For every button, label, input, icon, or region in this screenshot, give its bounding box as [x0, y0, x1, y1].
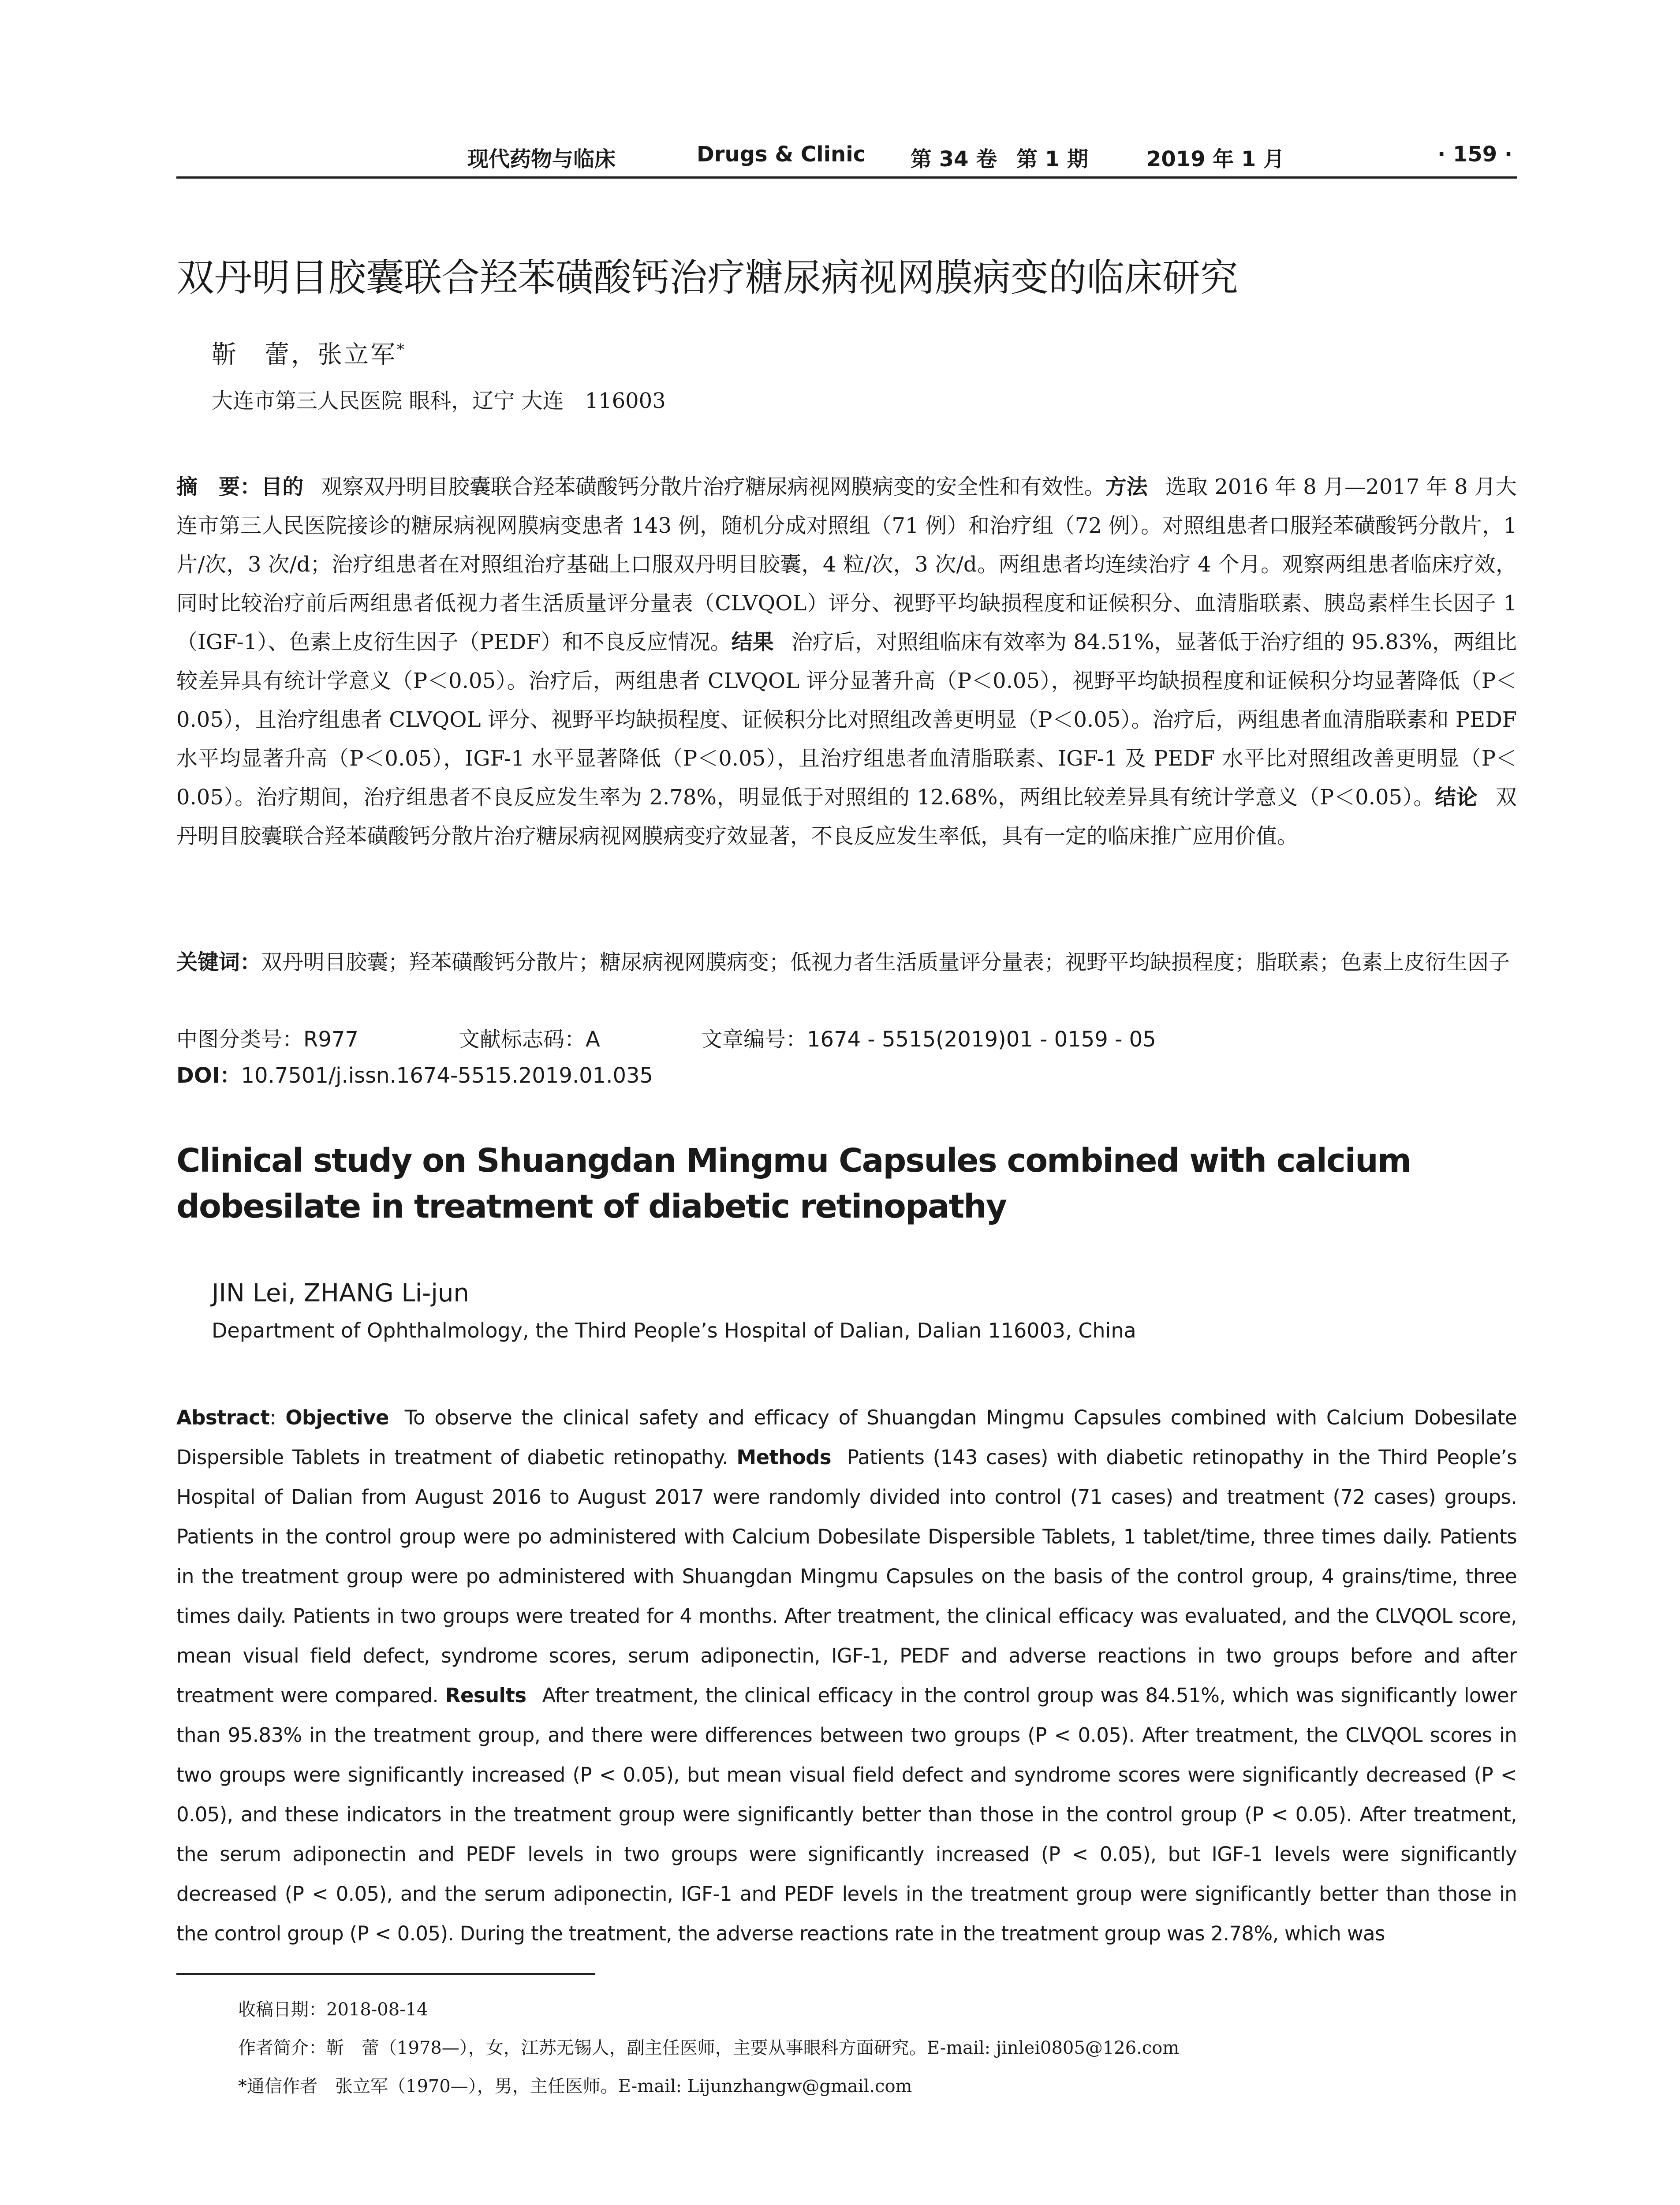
title-cn: 双丹明目胶囊联合羟苯磺酸钙治疗糖尿病视网膜病变的临床研究	[176, 256, 1238, 300]
issue-date: 2019 年 1 月	[1146, 147, 1285, 172]
methods-en-text: Patients (143 cases) with diabetic retinopathy in the Third People’s Hospital of Dalian from August 2016 to August 2017 were randomly divided into control (71 cases) and treatment (72 cases) groups. Patients in the control group were po administered with Calcium Dobesilate Dispersible Tablets, 1 tablet/time, three times daily. Patients in the treatment group were po administered with Shuangdan Mingmu Capsules on the basis of the control group, 4 grains/time, three times daily. Patients in two groups were treated for 4 months. After treatment, the clinical efficacy was evaluated, and the CLVQOL score, mean visual field defect, syndrome scores, serum adiponectin, IGF-1, PEDF and adverse reactions in two groups before and after treatment were compared.	[176, 1446, 1517, 1707]
footnote-received: 收稿日期：2018-08-14	[238, 1999, 428, 2020]
keywords-cn-text: 双丹明目胶囊；羟苯磺酸钙分散片；糖尿病视网膜病变；低视力者生活质量评分量表；视野平均缺损程度；脂联素；色素上皮衍生因子	[261, 950, 1510, 975]
doi-line	[176, 1058, 653, 1089]
conclusion-cn-text: 双丹明目胶囊联合羟苯磺酸钙分散片治疗糖尿病视网膜病变疗效显著，不良反应发生率低，具有一定的临床推广应用价值。	[176, 785, 1517, 848]
doi-label: DOI：	[176, 1063, 241, 1088]
affiliation-cn: 大连市第三人民医院 眼科，辽宁 大连 116003	[212, 389, 666, 413]
journal-name-cn: 现代药物与临床	[467, 147, 616, 172]
affiliation-en: Department of Ophthalmology, the Third People’s Hospital of Dalian, Dalian 116003, China	[212, 1319, 1136, 1342]
issue: 第 1 期	[1016, 147, 1088, 172]
objective-cn-label: 目的	[261, 475, 304, 499]
authors-en: JIN Lei, ZHANG Li-jun	[212, 1279, 469, 1308]
abstract-cn	[176, 467, 1517, 856]
journal-name-en: Drugs & Clinic	[697, 142, 866, 167]
objective-en-label: Objective	[285, 1406, 389, 1429]
results-en-text: After treatment, the clinical efficacy in the control group was 84.51%, which was significantly lower than 95.83% in the treatment group, and there were differences between two groups (P < 0.05). After treatment, the CLVQOL scores in two groups were significantly increased (P < 0.05), but mean visual field defect and syndrome scores were significantly decreased (P < 0.05), and these indicators in the treatment group were significantly better than those in the control group (P < 0.05). After treatment, the serum adiponectin and PEDF levels in two groups were significantly increased (P < 0.05), but IGF-1 levels were significantly decreased (P < 0.05), and the serum adiponectin, IGF-1 and PEDF levels in the treatment group were significantly better than those in the control group (P < 0.05). During the treatment, the adverse reactions rate in the treatment group was 2.78%, which was	[176, 1684, 1517, 1945]
results-cn-label: 结果	[731, 630, 774, 654]
title-en: Clinical study on Shuangdan Mingmu Capsules combined with calcium dobesilate in treatment of diabetic retinopathy	[176, 1142, 1411, 1226]
keywords-cn	[176, 944, 1517, 981]
running-header	[176, 142, 1517, 177]
abstract-en: Abstract: Objective To observe the clinical safety and efficacy of Shuangdan Mingmu Capsules combined with Calcium Dobesilate Dispersible Tablets in treatment of diabetic retinopathy. Methods Patients (143 cases) with diabetic retinopathy in the Third People’s Hospital of Dalian from August 2016 to August 2017 were randomly divided into control (71 cases) and treatment (72 cases) groups. Patients in the control group were po administered with Calcium Dobesilate Dispersible Tablets, 1 tablet/time, three times daily. Patients in the treatment group were po administered with Shuangdan Mingmu Capsules on the basis of the control group, 4 grains/time, three times daily. Patients in two groups were treated for 4 months. After treatment, the clinical efficacy was evaluated, and the CLVQOL score, mean visual field defect, syndrome scores, serum adiponectin, IGF-1, PEDF and adverse reactions in two groups before and after treatment were compared. Results After treatment, the clinical efficacy in the control group was 84.51%, which was significantly lower than 95.83% in the treatment group, and there were differences between two groups (P < 0.05). After treatment, the CLVQOL scores in two groups were significantly increased (P < 0.05), but mean visual field defect and syndrome scores were significantly decreased (P < 0.05), and these indicators in the treatment group were significantly better than those in the control group (P < 0.05). After treatment, the serum adiponectin and PEDF levels in two groups were significantly increased (P < 0.05), but IGF-1 levels were significantly decreased (P < 0.05), and the serum adiponectin, IGF-1 and PEDF levels in the treatment group were significantly better than those in the control group (P < 0.05). During the treatment, the adverse reactions rate in the treatment group was 2.78%, which was	[176, 1406, 1517, 1945]
footnote-rule	[176, 1973, 595, 1975]
results-cn-text: 治疗后，对照组临床有效率为 84.51%，显著低于治疗组的 95.83%，两组比较差异具有统计学意义（P＜0.05）。治疗后，两组患者 CLVQOL 评分显著升高（P＜0.05），视野平均缺损程度和证候积分均显著降低（P＜0.05），且治疗组患者 CLVQOL 评分、视野平均缺损程度、证候积分比对照组改善更明显（P＜0.05）。治疗后，两组患者血清脂联素和 PEDF 水平均显著升高（P＜0.05），IGF-1 水平显著降低（P＜0.05），且治疗组患者血清脂联素、IGF-1 及 PEDF 水平比对照组改善更明显（P＜0.05）。治疗期间，治疗组患者不良反应发生率为 2.78%，明显低于对照组的 12.68%，两组比较差异具有统计学意义（P＜0.05）。	[176, 630, 1517, 810]
header-rule	[176, 176, 1517, 179]
clc-number: 中图分类号：R977	[176, 1027, 358, 1052]
methods-en-label: Methods	[736, 1446, 831, 1469]
authors-cn	[212, 335, 406, 370]
conclusion-cn-label: 结论	[1435, 785, 1478, 810]
objective-cn-text: 观察双丹明目胶囊联合羟苯磺酸钙分散片治疗糖尿病视网膜病变的安全性和有效性。	[321, 475, 1105, 499]
article-number: 文章编号：1674 - 5515(2019)01 - 0159 - 05	[701, 1027, 1156, 1052]
objective-en-text: To observe the clinical safety and efficacy of Shuangdan Mingmu Capsules combined with Calcium Dobesilate Dispersible Tablets in treatment of diabetic retinopathy.	[176, 1406, 1517, 1469]
abstract-cn-label: 摘 要：	[176, 475, 261, 499]
keywords-cn-label: 关键词：	[176, 950, 261, 975]
abstract-en-label: Abstract	[176, 1406, 270, 1429]
doi-value: 10.7501/j.issn.1674-5515.2019.01.035	[241, 1063, 653, 1088]
corresponding-mark: *	[397, 340, 406, 359]
results-en-label: Results	[445, 1684, 526, 1707]
footnote-author-bio: 作者简介：靳 蕾（1978—），女，江苏无锡人，副主任医师，主要从事眼科方面研究。E-mail: jinlei0805@126.com	[238, 2038, 1180, 2058]
methods-cn-text: 选取 2016 年 8 月—2017 年 8 月大连市第三人民医院接诊的糖尿病视网膜病变患者 143 例，随机分成对照组（71 例）和治疗组（72 例）。对照组患者口服羟苯磺酸钙分散片，1 片/次，3 次/d；治疗组患者在对照组治疗基础上口服双丹明目胶囊，4 粒/次，3 次/d。两组患者均连续治疗 4 个月。观察两组患者临床疗效，同时比较治疗前后两组患者低视力者生活质量评分量表（CLVQOL）评分、视野平均缺损程度和证候积分、血清脂联素、胰岛素样生长因子 1（IGF-1）、色素上皮衍生因子（PEDF）和不良反应情况。	[176, 475, 1517, 654]
volume: 第 34 卷	[911, 147, 997, 172]
authors-cn-names: 靳 蕾，张立军	[212, 340, 397, 369]
page-number: · 159 ·	[1437, 142, 1513, 167]
footnote-corresponding: *通信作者 张立军（1970—），男，主任医师。E-mail: Lijunzhangw@gmail.com	[238, 2076, 912, 2097]
methods-cn-label: 方法	[1105, 475, 1148, 499]
document-code: 文献标志码：A	[459, 1027, 600, 1052]
